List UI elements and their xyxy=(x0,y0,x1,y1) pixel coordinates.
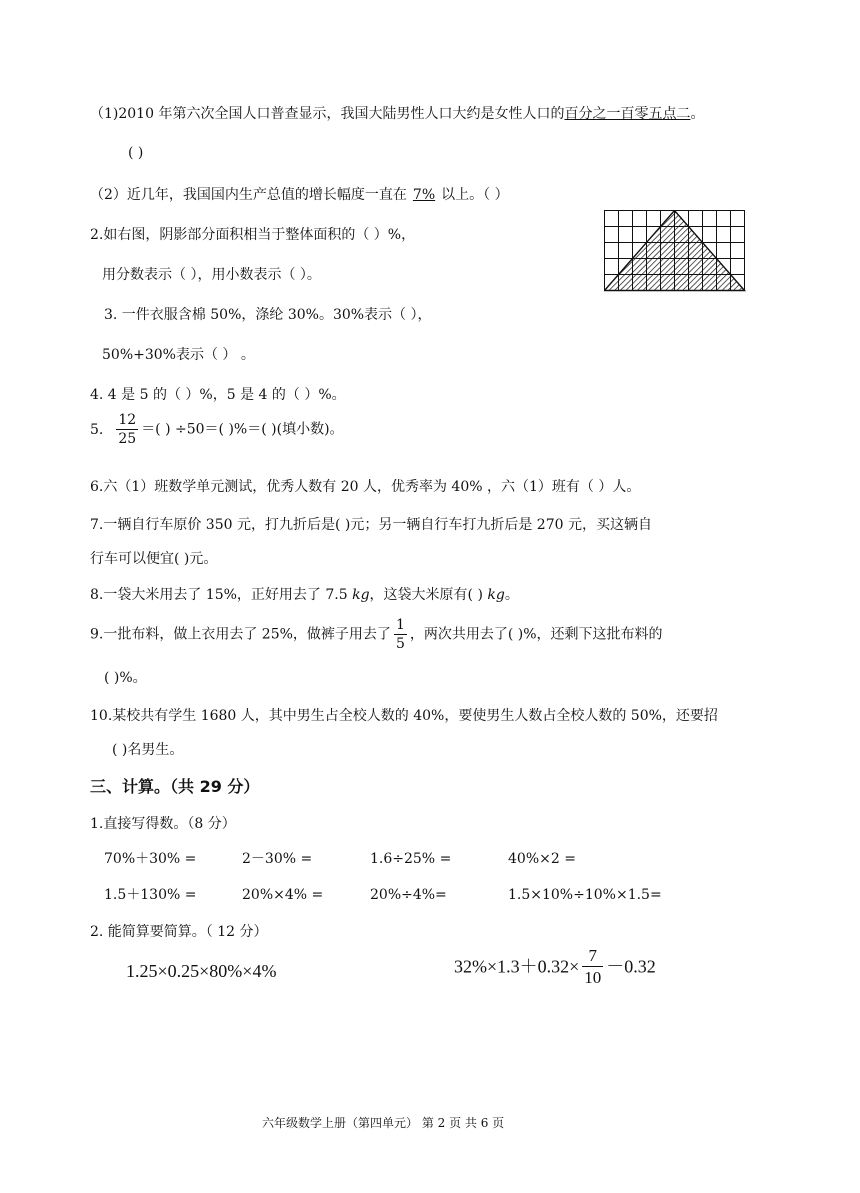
q10-line1: 10.某校共有学生 1680 人，其中男生占全校人数的 40%，要使男生人数占全校人数的 50%，还要招 xyxy=(90,708,718,724)
q2-line2: 用分数表示（ ），用小数表示（ ）。 xyxy=(102,267,321,283)
grid-triangle-figure xyxy=(604,210,746,292)
q9-line1: 9.一批布料，做上衣用去了 25%，做裤子用去了 $\frac{1}{5}$ ，两次共用去了( )%，还剩下这批布料的 xyxy=(90,617,663,652)
q8-unit-1: kg xyxy=(352,587,370,603)
calc2-title: 2. 能简算要简算。（ 12 分） xyxy=(90,924,268,940)
q5-line: 5. $\frac{12}{25}$ ＝( ) ÷50＝( )%＝( )(填小数)。 xyxy=(90,412,344,447)
calc1-r2-c2: 20%×4% = xyxy=(242,887,324,903)
calc2-expr1: 1.25×0.25×80%×4% xyxy=(126,961,277,981)
calc1-r2-c4: 1.5×10%÷10%×1.5= xyxy=(508,887,662,903)
q7-line2: 行车可以便宜( )元。 xyxy=(90,551,218,567)
calc1-r2-c3: 20%÷4%= xyxy=(370,887,447,903)
calc1-r1-c1: 70%＋30% = xyxy=(104,851,197,867)
q1-1-answer-blank[interactable]: ( ) xyxy=(128,145,144,161)
page-footer: 六年级数学上册（第四单元） 第 2 页 共 6 页 xyxy=(262,1116,505,1130)
q7-line1: 7.一辆自行车原价 350 元，打九折后是( )元；另一辆自行车打九折后是 270 元，买这辆自 xyxy=(90,517,652,533)
calc1-title: 1.直接写得数。（8 分） xyxy=(90,816,236,832)
calc1-r1-c4: 40%×2 = xyxy=(508,851,576,867)
calc1-r1-c3: 1.6÷25% = xyxy=(370,851,452,867)
calc1-r2-c1: 1.5＋130% = xyxy=(104,887,197,903)
q8-line: 8.一袋大米用去了 15%，正好用去了 7.5 kg，这袋大米原有( ) kg。 xyxy=(90,587,519,603)
section-3-heading: 三、计算。（共 29 分） xyxy=(90,777,260,796)
calc2-expr2-fraction: $\frac{7}{10}$ xyxy=(584,946,602,987)
q9-line2: ( )%。 xyxy=(104,670,147,686)
q1-2-underlined: 7% xyxy=(412,187,436,203)
q6-line: 6.六（1）班数学单元测试，优秀人数有 20 人，优秀率为 40% ，六（1）班有（ ）人。 xyxy=(90,479,641,495)
q3-line2: 50%+30%表示（ ） 。 xyxy=(102,347,255,363)
q4-line: 4. 4 是 5 的（ ）%，5 是 4 的（ ）%。 xyxy=(90,387,346,403)
calc2-expr2: 32%×1.3＋0.32× $\frac{7}{10}$ －0.32 xyxy=(454,946,656,987)
q5-fraction: $\frac{12}{25}$ xyxy=(118,412,137,447)
q10-line2: ( )名男生。 xyxy=(112,742,184,758)
q2-line1: 2.如右图，阴影部分面积相当于整体面积的（ ）%， xyxy=(90,227,416,243)
q1-1-line: （1)2010 年第六次全国人口普查显示，我国大陆男性人口大约是女性人口的百分之一百零五点二。 xyxy=(90,106,705,122)
q3-line1: 3. 一件衣服含棉 50%，涤纶 30%。30%表示（ ）， xyxy=(104,307,432,323)
q8-unit-2: kg xyxy=(487,587,505,603)
q1-1-underlined: 百分之一百零五点二 xyxy=(564,106,691,122)
calc1-r1-c2: 2－30% = xyxy=(242,851,313,867)
q9-fraction: $\frac{1}{5}$ xyxy=(395,617,405,652)
q1-2-line: （2）近几年，我国国内生产总值的增长幅度一直在 7% 以上。（ ） xyxy=(90,187,509,203)
